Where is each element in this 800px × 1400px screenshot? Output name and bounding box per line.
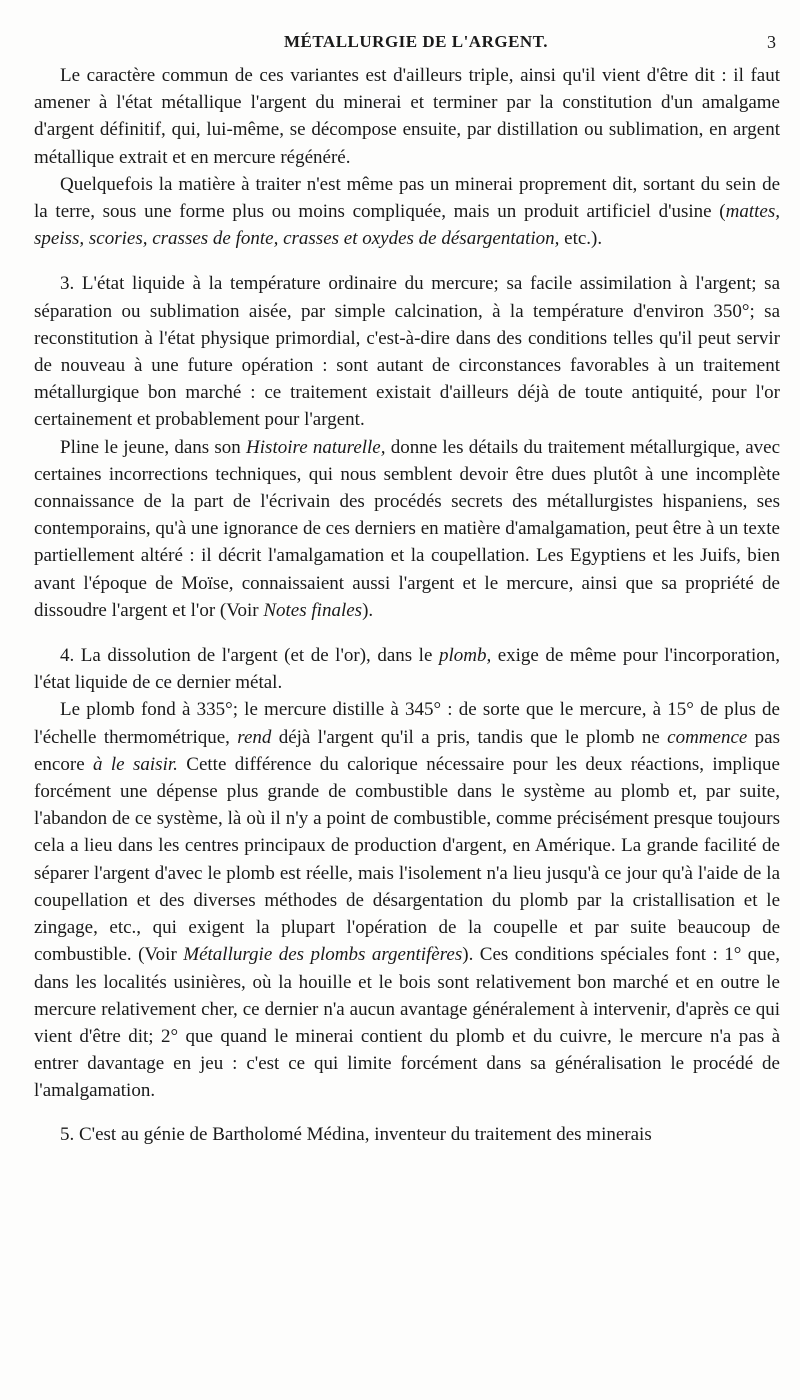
body-text (34, 62, 780, 1148)
paragraph-artificial-products: Quelquefois la matière à traiter n'est même pas un minerai proprement dit, sortant du sein de la terre, sous une forme plus ou moins compliquée, mais un produit artificiel d'usine (mattes, speiss, scories, crasses de fonte, crasses et oxydes de désargentation, etc.). (34, 173, 780, 250)
page-header (56, 32, 776, 58)
paragraph-pliny: Pline le jeune, dans son Histoire naturelle, donne les détails du traitement métallurgique, avec certaines incorrections techniques, qui nous semblent devoir être dues plutôt à une incomplète connaissance de la part de l'écrivain des procédés secrets des métallurgistes hispaniens, ses contemporains, qu'à une ignorance de ces derniers en matière d'amalgamation, peut être à un texte partiellement altéré : il décrit l'amalgamation et la coupellation. Les Egyptiens et les Juifs, bien avant l'époque de Moïse, connaissaient aussi l'argent et le mercure, ainsi que sa propriété de dissoudre l'argent et l'or (Voir Notes finales). (34, 436, 780, 621)
paragraph-section-4: 4. La dissolution de l'argent (et de l'or), dans le plomb, exige de même pour l'incorporation, l'état liquide de ce dernier métal. (34, 645, 781, 694)
page-number: 3 (767, 32, 776, 52)
running-title: MÉTALLURGIE DE L'ARGENT. (283, 32, 549, 51)
paragraph-lead-melting: Le plomb fond à 335°; le mercure distille à 345° : de sorte que le mercure, à 15° de plus de l'échelle thermométrique, rend déjà l'argent qu'il a pris, tandis que le plomb ne commence pas encore à le saisir. Cette différence du calorique nécessaire pour les deux réactions, implique forcément une dépense plus grande de combustible dans le système au plomb et, par suite, l'abandon de ce système, là où il n'y a point de combustible, comme précisément presque toujours cela a lieu dans les centres principaux de production d'argent, en Amérique. La grande facilité de séparer l'argent d'avec le plomb est réelle, mais l'isolement n'a lieu jusqu'à ce jour qu'à l'aide de la coupellation et des diverses méthodes de désargentation du plomb par la cristallisation et le zingage, etc., qui exigent la plupart l'opération de la coupelle et par suite beaucoup de combustible. (Voir Métallurgie des plombs argentifères). Ces conditions spéciales font : 1° que, dans les localités usinières, où la houille et le bois sont relativement bon marché et en outre le mercure relativement cher, ce dernier n'a aucun avantage généralement à intervenir, d'après ce qui vient d'être dit; 2° que quand le minerai contient du plomb et du cuivre, le mercure n'a pas à entrer davantage en jeu : c'est ce qui limite forcément dans sa généralisation le procédé de l'amalgamation. (34, 699, 780, 1102)
paragraph-section-3: 3. L'état liquide à la température ordinaire du mercure; sa facile assimilation à l'argent; sa séparation ou sublimation aisée, par simple calcination, à la température d'environ 350°; sa reconstitution à l'état physique primordial, c'est-à-dire dans des conditions telles qu'il peut servir de nouveau à une future opération : sont autant de circonstances favorables à un traitement métallurgique bon marché : ce traitement existait d'ailleurs déjà de toute antiquité, pour l'or certainement et probablement pour l'argent. (34, 273, 780, 431)
paragraph-variants-summary: Le caractère commun de ces variantes est d'ailleurs triple, ainsi qu'il vient d'être dit : il faut amener à l'état métallique l'argent du minerai et terminer par la constitution d'un amalgame d'argent définitif, qui, lui-même, se décompose ensuite, par distillation ou sublimation, en argent métallique extrait et en mercure régénéré. (34, 65, 780, 168)
paragraph-section-5: 5. C'est au génie de Bartholomé Médina, inventeur du traitement des minerais (60, 1123, 652, 1145)
